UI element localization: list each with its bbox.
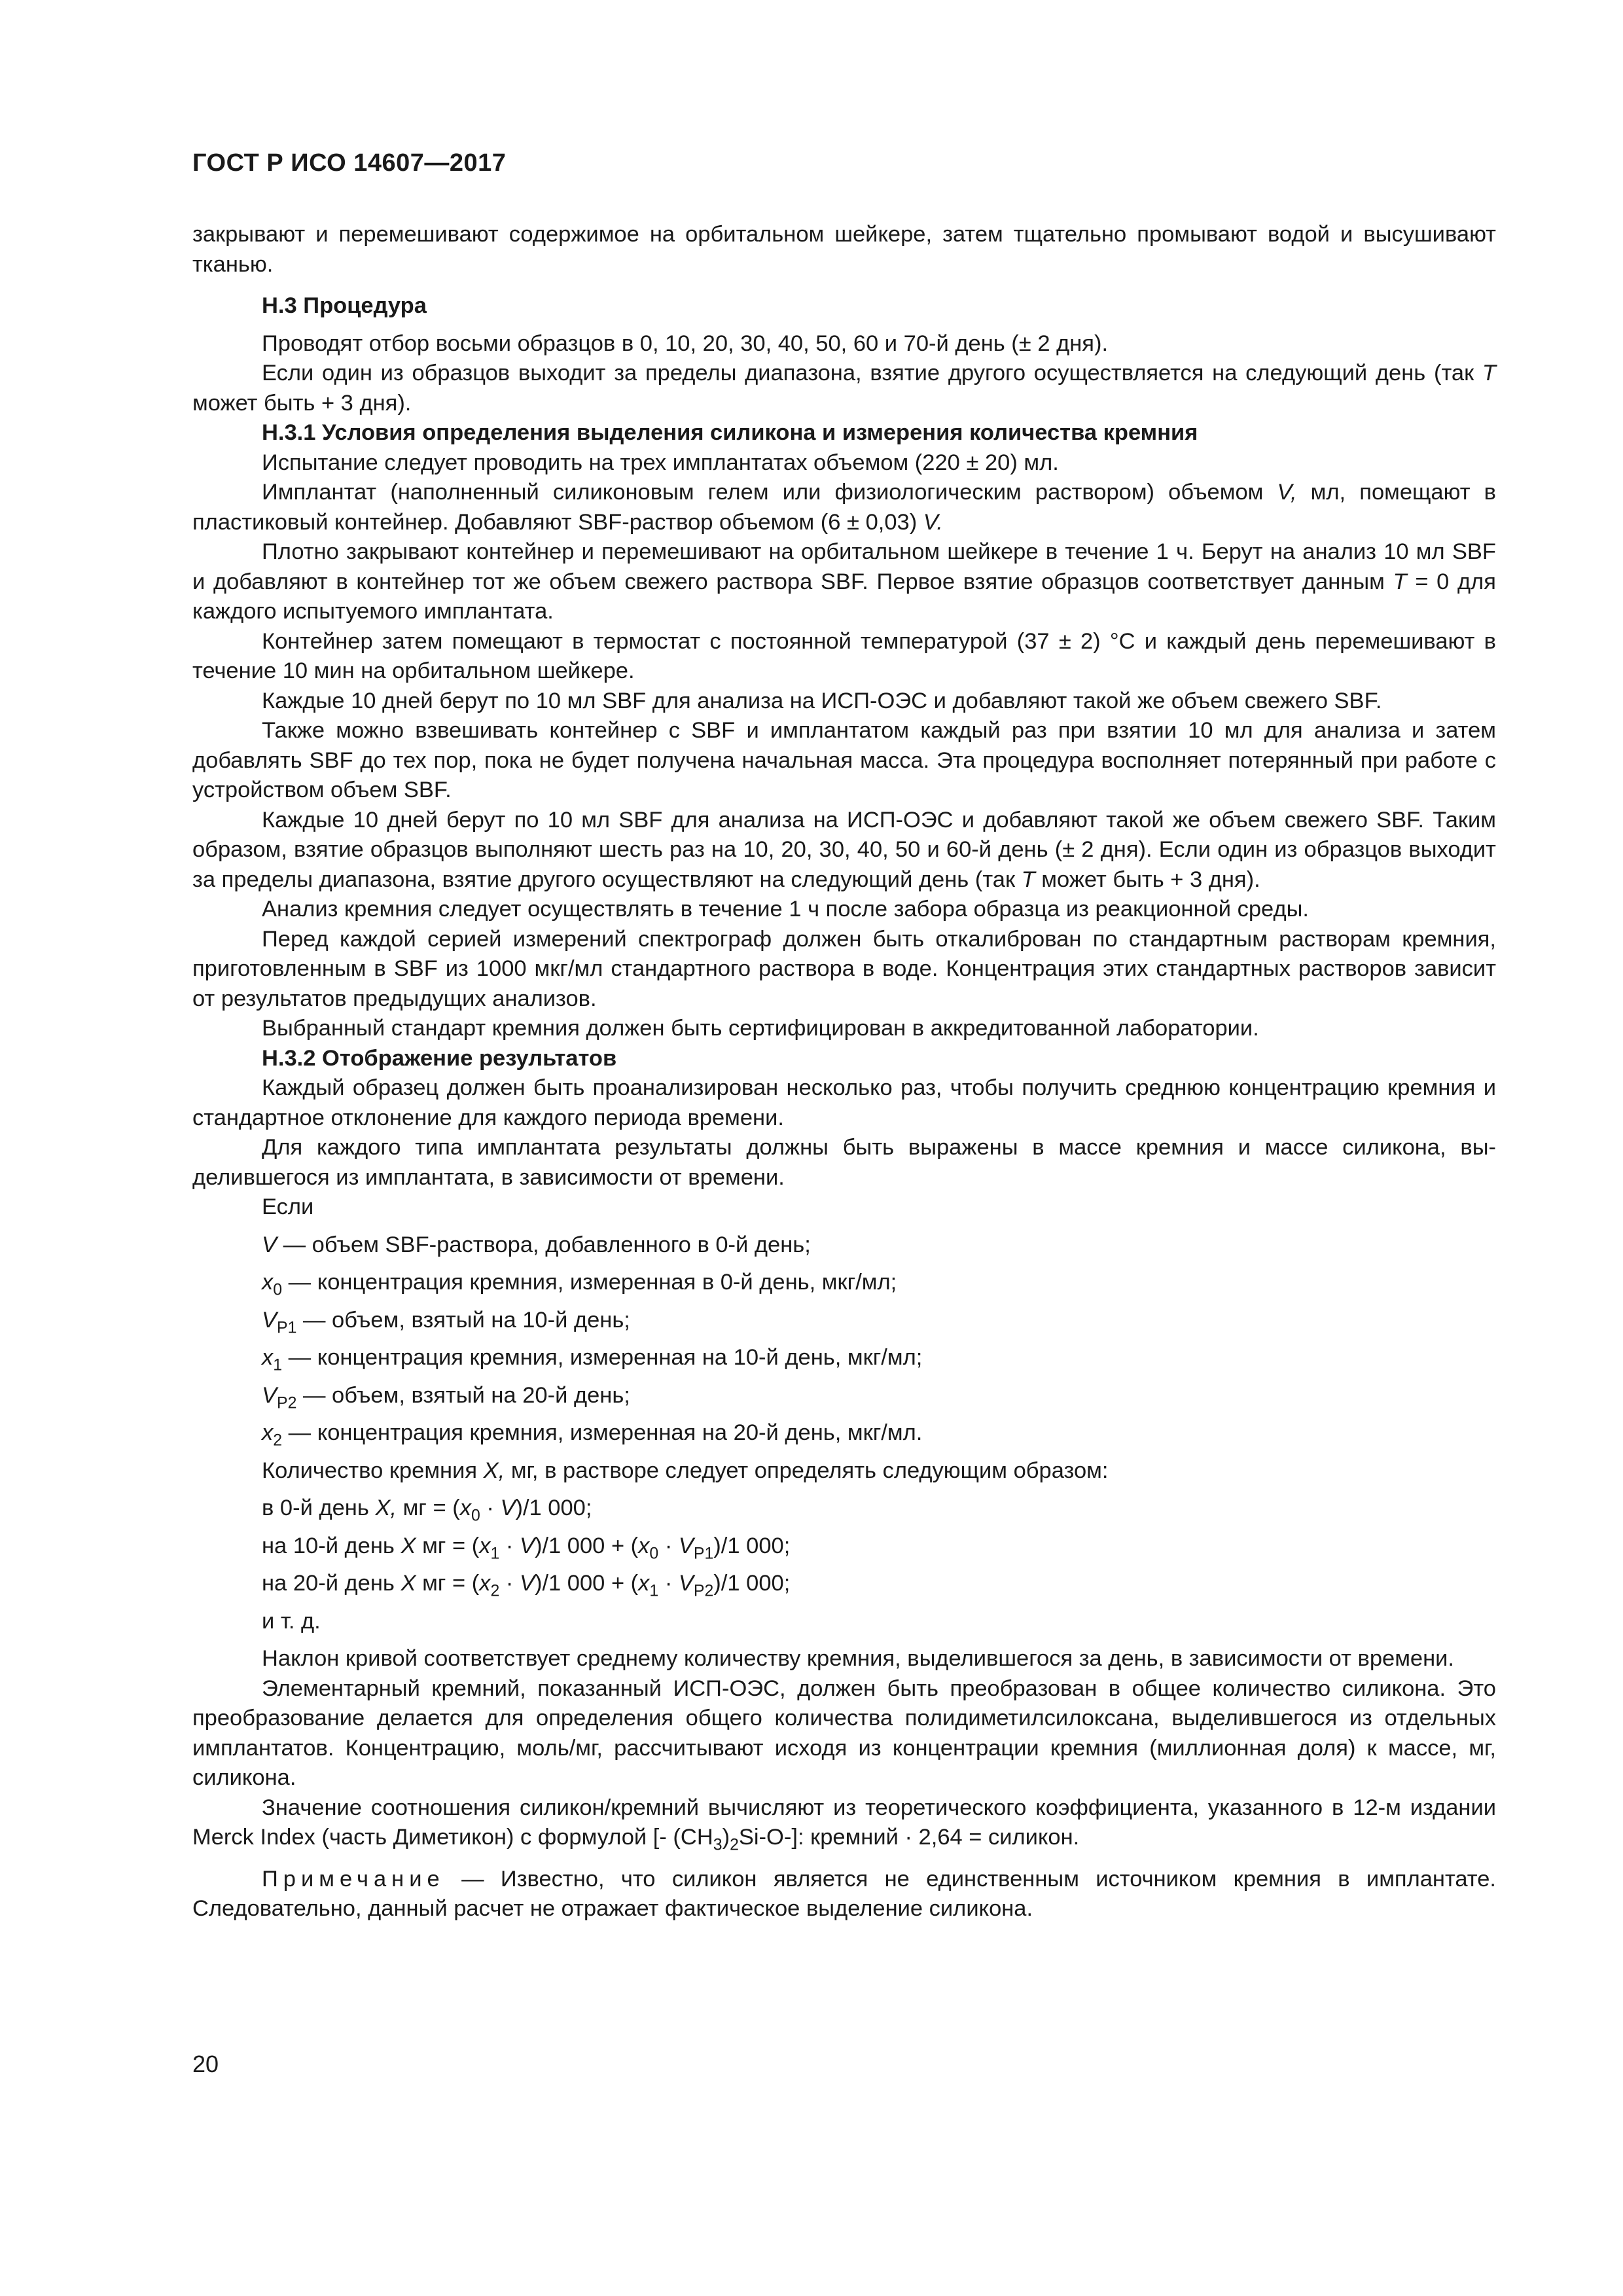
paragraph: Значение соотношения силикон/кремний вычисляют из теоретического коэффициента, указанного в 12-м издании Merck Index (часть Диметикон) с формулой [- $(CH_3)_2Si-O-$]: кремний · 2,64 = силикон. xyxy=(192,1795,1496,1854)
definition-item: $x_2$ — концентрация кремния, измеренная на 20-й день, мкг/мл. xyxy=(262,1420,923,1450)
paragraph: Для каждого типа имплантата результаты должны быть выражены в массе кремния и массе силикона, выделившегося из имплантата, в зависимости от времени. xyxy=(192,1135,1496,1190)
paragraph: Каждый образец должен быть проанализирован несколько раз, чтобы получить среднюю концентрацию кремния и стандартное отклонение для каждого периода времени. xyxy=(192,1075,1496,1130)
continued-paragraph: закрывают и перемешивают содержимое на орбитальном шейкере, затем тщательно промывают водой и высушивают тканью. xyxy=(192,222,1496,277)
definition-item: $x_1$ — концентрация кремния, измеренная на 10-й день, мкг/мл; xyxy=(262,1345,923,1374)
paragraph: Элементарный кремний, показанный ИСП-ОЭС, должен быть преобразован в общее количество силикона. Это преобразование делается для определения общего количества полидиметилсилоксана, выделившегося из отдельных имплантатов. Концентрацию, моль/мг, рассчитывают исходя из концентрации кремния (миллионная доля) к массе, мг, силикона. xyxy=(192,1676,1496,1790)
paragraph: Проводят отбор восьми образцов в 0, 10, 20, 30, 40, 50, 60 и 70-й день (± 2 дня). xyxy=(262,331,1109,356)
paragraph: Плотно закрывают контейнер и перемешивают на орбитальном шейкере в течение 1 ч. Берут на анализ 10 мл SBF и добавляют в контейнер тот же объем свежего раствора SBF. Первое взятие образцов соответствует данным T = 0 для каждого испытуемого имплантата. xyxy=(192,539,1496,624)
section-heading-h31: Н.3.1 Условия определения выделения силикона и измерения количества кремния xyxy=(262,420,1198,445)
formula-line: и т. д. xyxy=(262,1608,321,1634)
paragraph: Испытание следует проводить на трех имплантатах объемом (220 ± 20) мл. xyxy=(262,450,1059,475)
paragraph: Анализ кремния следует осуществлять в течение 1 ч после забора образца из реакционной среды. xyxy=(262,897,1309,922)
formula-line: на 10-й день X мг = $(x_1 \cdot V)/1$ $000 + (x_0 \cdot V_{P1})/1$ 000; xyxy=(262,1533,791,1563)
paragraph: Наклон кривой соответствует среднему количеству кремния, выделившегося за день, в зависимости от времени. xyxy=(262,1646,1455,1671)
paragraph: Каждые 10 дней берут по 10 мл SBF для анализа на ИСП-ОЭС и добавляют такой же объем свежего SBF. Таким образом, взятие образцов выполняют шесть раз на 10, 20, 30, 40, 50 и 60-й день (± 2 дня). Если один из образцов выходит за пределы диапазона, взятие другого осуществляют на следующий день (так T может быть + 3 дня). xyxy=(192,807,1496,892)
page-number: 20 xyxy=(192,2051,219,2077)
definition-item: $V_{P1}$ — объем, взятый на 10-й день; xyxy=(262,1307,630,1337)
formula-line: в 0-й день X, мг = $(x_0 \cdot V)/1$ 000; xyxy=(262,1496,592,1525)
paragraph: Количество кремния X, мг, в растворе следует определять следующим образом: xyxy=(262,1458,1109,1483)
document-body xyxy=(192,220,1496,1924)
section-heading-h3: Н.3 Процедура xyxy=(262,293,427,318)
section-heading-h32: Н.3.2 Отображение результатов xyxy=(262,1045,617,1071)
paragraph: Имплантат (наполненный силиконовым гелем или физиологическим раствором) объемом V, мл, помещают в пластиковый контейнер. Добавляют SBF-раствор объемом (6 ± 0,03) V. xyxy=(192,480,1496,535)
paragraph: Каждые 10 дней берут по 10 мл SBF для анализа на ИСП-ОЭС и добавляют такой же объем свежего SBF. xyxy=(262,688,1382,713)
document-header: ГОСТ Р ИСО 14607—2017 xyxy=(192,149,507,177)
paragraph: Если xyxy=(262,1194,314,1219)
definition-item: $V_{P2}$ — объем, взятый на 20-й день; xyxy=(262,1382,630,1412)
note-label: Примечание xyxy=(262,1866,445,1892)
paragraph: Выбранный стандарт кремния должен быть сертифицирован в аккредитованной лаборатории. xyxy=(262,1016,1259,1041)
note-paragraph: Примечание — Известно, что силикон является не единственным источником кремния в имплантате. Следовательно, данный расчет не отражает фактическое выделение силикона. xyxy=(192,1866,1496,1921)
definition-item: $x_0$ — концентрация кремния, измеренная в 0-й день, мкг/мл; xyxy=(262,1270,897,1299)
paragraph: Контейнер затем помещают в термостат с постоянной температурой (37 ± 2) °С и каждый день перемешивают в течение 10 мин на орбитальном шейкере. xyxy=(192,628,1496,683)
paragraph: Перед каждой серией измерений спектрограф должен быть откалиброван по стандартным растворам кремния, приготовленным в SBF из 1000 мкг/мл стандартного раствора в воде. Концентрация этих стандартных растворов зависит от результатов предыдущих анализов. xyxy=(192,926,1496,1011)
paragraph: Также можно взвешивать контейнер с SBF и имплантатом каждый раз при взятии 10 мл для анализа и затем добавлять SBF до тех пор, пока не будет получена начальная масса. Эта процедура восполняет потерянный при работе с устройством объем SBF. xyxy=(192,718,1496,802)
definition-item: V — объем SBF-раствора, добавленного в 0-й день; xyxy=(262,1232,811,1257)
formula-line: на 20-й день X мг = $(x_2 \cdot V)/1$ $000 + (x_1 \cdot V_{P2})/1$ 000; xyxy=(262,1571,791,1600)
paragraph: Если один из образцов выходит за пределы диапазона, взятие другого осуществляется на следующий день (так T может быть + 3 дня). xyxy=(192,361,1496,416)
